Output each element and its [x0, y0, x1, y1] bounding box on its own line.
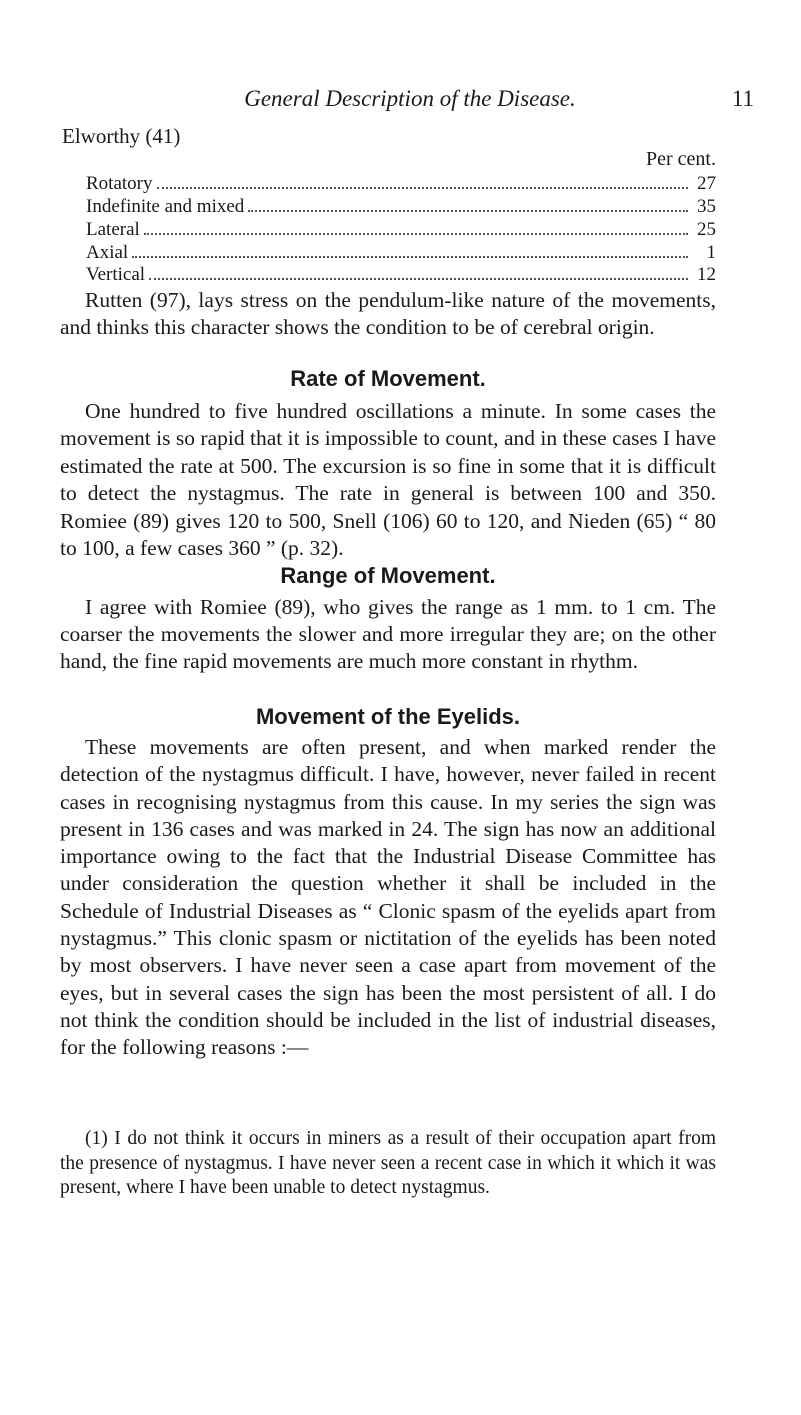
per-cent-column-header: Per cent.	[646, 148, 716, 170]
dot-leader	[157, 172, 689, 189]
row-value: 1	[706, 241, 716, 263]
row-value: 35	[697, 195, 716, 217]
row-label: Indefinite and mixed	[86, 195, 245, 217]
running-title: General Description of the Disease.	[244, 86, 576, 111]
row-label: Rotatory	[86, 173, 153, 195]
dot-leader	[248, 195, 688, 212]
row-value: 25	[697, 218, 716, 240]
table-row	[86, 172, 716, 195]
rate-paragraph: One hundred to five hundred oscillations a minute. In some cases the movement is so rapid that it is impossible to count, and in these cases I have estimated the rate at 500. The excursion is so fine in some that it is difficult to detect the nystagmus. The rate in general is between 100 and 350. Romiee (89) gives 120 to 500, Snell (106) 60 to 120, and Nieden (65) “ 80 to 100, a few cases 360 ” (p. 32).	[60, 399, 716, 561]
eyelids-paragraph: These movements are often present, and when marked render the detection of the nystagmus difficult. I have, however, never failed in recent cases in recognising nystagmus from this cause. In my series the sign was present in 136 cases and was marked in 24. The sign has now an additional importance owing to the fact that the Industrial Disease Committee has under consideration the question whether it shall be included in the Schedule of Industrial Diseases as “ Clonic spasm of the eyelids apart from nystagmus.” This clonic spasm or nictitation of the eyelids has been noted by most observers. I have never seen a case apart from movement of the eyes, but in several cases the sign has been the most persistent of all. I do not think the condition should be included in the list of industrial diseases, for the following reasons :—	[60, 735, 716, 1060]
dot-leader	[149, 263, 688, 280]
range-of-movement-heading: Range of Movement.	[280, 563, 496, 588]
running-head	[60, 86, 760, 116]
dot-leader	[144, 218, 688, 235]
row-value: 27	[697, 173, 716, 195]
row-label: Axial	[86, 241, 129, 263]
rate-paragraph-block	[60, 398, 716, 562]
table-row	[86, 195, 716, 218]
eyelids-heading: Movement of the Eyelids.	[255, 704, 521, 729]
page-number: 11	[731, 86, 754, 111]
range-paragraph-block	[60, 594, 716, 676]
rate-of-movement-heading: Rate of Movement.	[290, 366, 486, 391]
rutten-paragraph: Rutten (97), lays stress on the pendulum-like nature of the movements, and thinks this character shows the condition to be of cerebral origin.	[60, 288, 716, 339]
table-row	[86, 240, 716, 263]
reason-one-paragraph: (1) I do not think it occurs in miners as a result of their occupation apart from the presence of nystagmus. I have never seen a recent case in which it which it was present, where I have been unable to detect nystagmus.	[60, 1128, 716, 1198]
rutten-paragraph-block	[60, 287, 716, 341]
table-row	[86, 263, 716, 286]
elworthy-heading: Elworthy (41)	[62, 124, 181, 148]
row-value: 12	[697, 264, 716, 286]
row-label: Vertical	[86, 264, 146, 286]
dot-leader	[132, 240, 688, 257]
movement-type-table	[86, 172, 716, 286]
range-paragraph: I agree with Romiee (89), who gives the range as 1 mm. to 1 cm. The coarser the movements the slower and more irregular they are; on the other hand, the fine rapid movements are much more constant in rhythm.	[60, 595, 716, 674]
reason-one-block	[60, 1127, 716, 1201]
eyelids-paragraph-block	[60, 734, 716, 1062]
row-label: Lateral	[86, 218, 140, 240]
table-row	[86, 218, 716, 241]
